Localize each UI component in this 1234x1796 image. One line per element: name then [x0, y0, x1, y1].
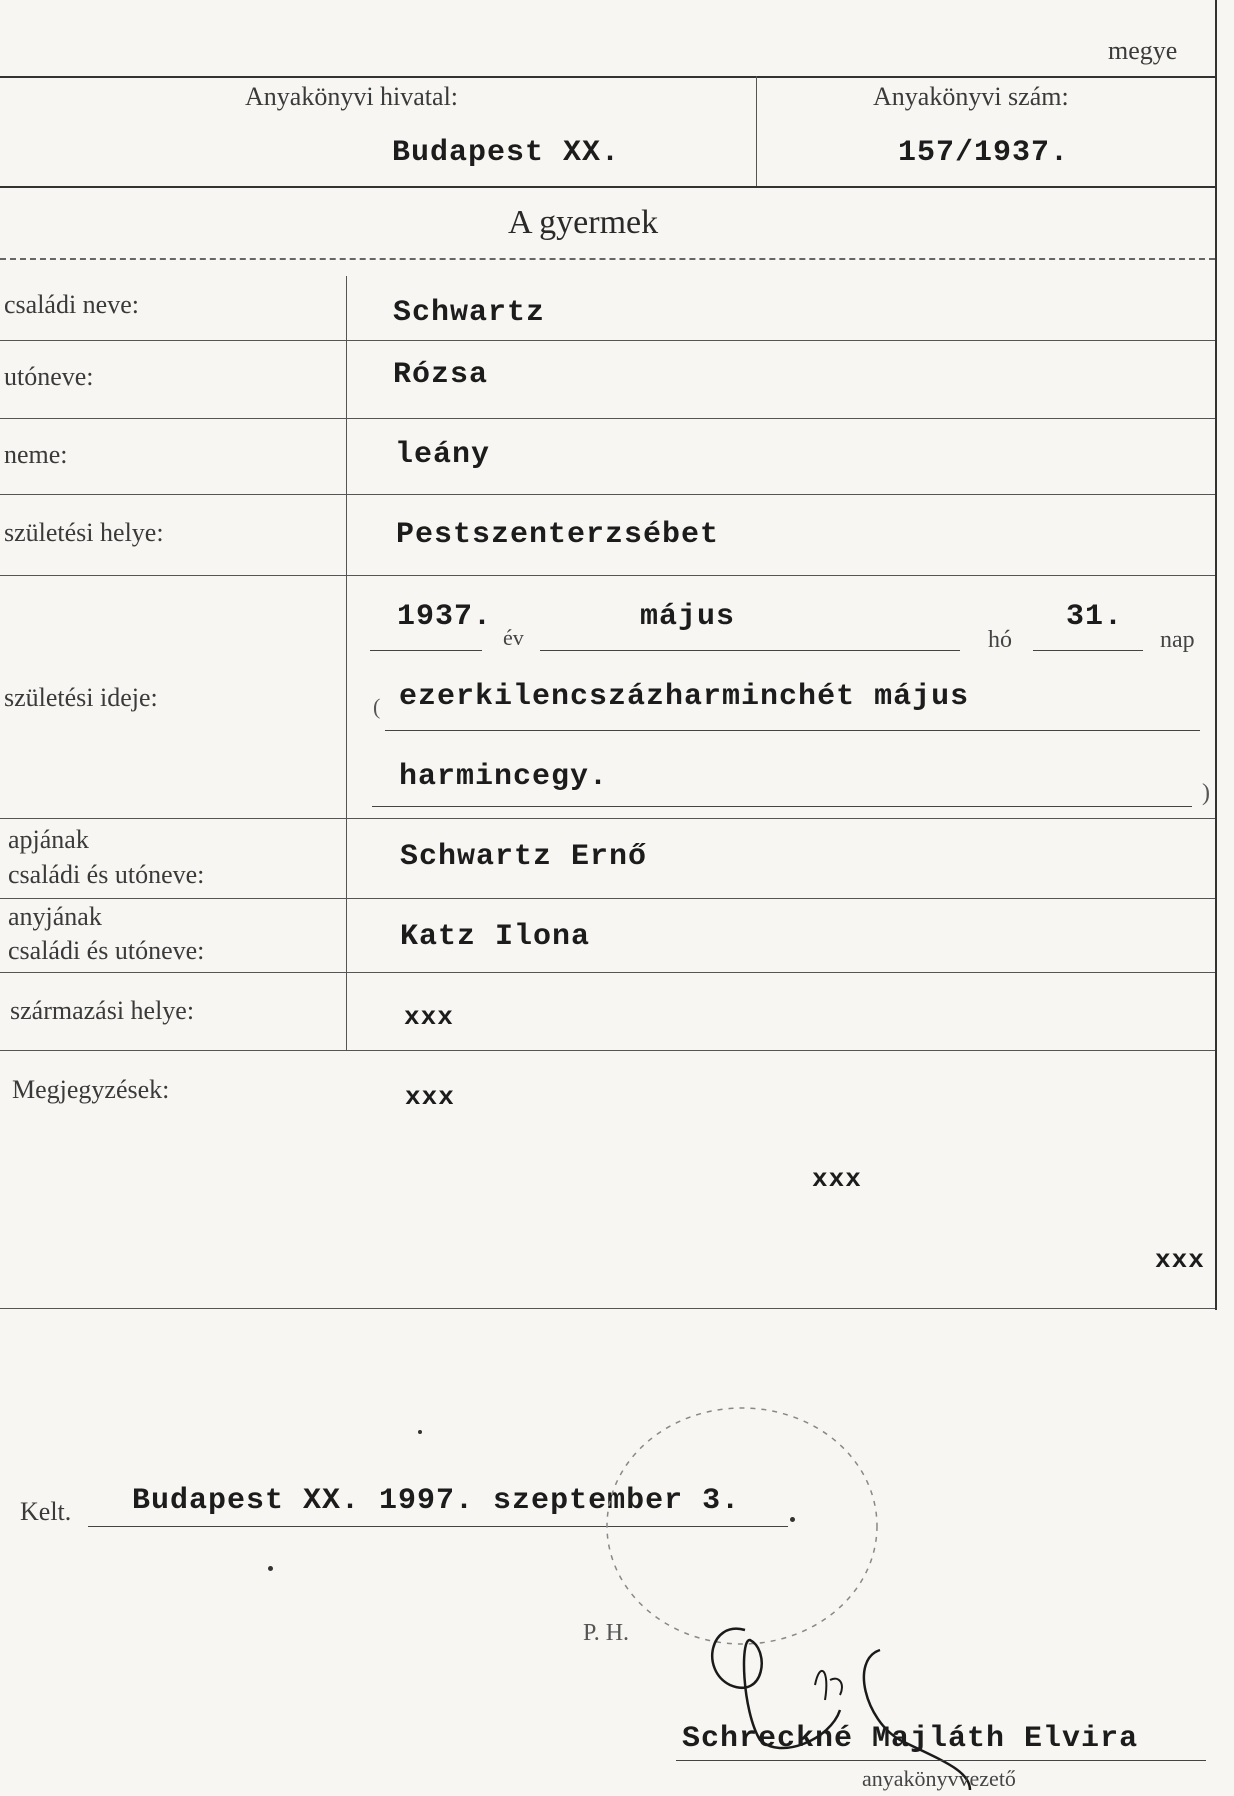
row-rule	[0, 340, 1215, 341]
birth-day-value: 31.	[1066, 600, 1124, 634]
mother-label-line2: családi és utóneve:	[8, 936, 205, 965]
father-name-value: Schwartz Ernő	[400, 840, 648, 874]
office-label: Anyakönyvi hivatal:	[245, 82, 459, 111]
row-rule	[0, 972, 1215, 973]
words-line1-underline	[385, 730, 1200, 731]
remarks-value-3: xxx	[1155, 1245, 1205, 1275]
table-bottom-rule	[0, 1308, 1215, 1309]
origin-label: származási helye:	[10, 996, 195, 1025]
birth-date-words-line2: harmincegy.	[399, 760, 609, 794]
birth-date-words-line1: ezerkilencszázharminchét május	[399, 680, 970, 714]
family-name-label: családi neve:	[4, 290, 139, 319]
row-rule	[0, 494, 1215, 495]
remarks-value-1: xxx	[405, 1082, 455, 1112]
frame-right-edge	[1215, 0, 1217, 1310]
origin-value: xxx	[404, 1002, 454, 1032]
year-unit: év	[503, 625, 524, 650]
office-value: Budapest XX.	[392, 136, 621, 170]
birth-date-label: születési ideje:	[4, 683, 158, 712]
row-rule	[0, 575, 1215, 576]
mother-label-line1: anyjának	[8, 902, 102, 931]
dated-value: Budapest XX. 1997. szeptember 3.	[132, 1484, 741, 1518]
section-title-rule	[0, 258, 1215, 260]
birth-year-underline	[370, 650, 482, 651]
paren-open: (	[373, 694, 381, 719]
father-label-line1: apjának	[8, 825, 89, 854]
paren-close: )	[1202, 780, 1210, 806]
table-column-divider	[346, 276, 347, 1051]
day-unit: nap	[1160, 627, 1195, 653]
ink-dot	[418, 1430, 422, 1434]
words-line2-underline	[372, 806, 1192, 807]
section-title: A gyermek	[508, 204, 659, 241]
row-rule	[0, 418, 1215, 419]
remarks-value-2: xxx	[812, 1164, 862, 1194]
sex-value: leány	[395, 438, 491, 472]
birth-place-label: születési helye:	[4, 518, 164, 547]
header-bottom-rule	[0, 186, 1215, 188]
header-divider	[756, 76, 757, 186]
given-name-value: Rózsa	[393, 358, 489, 392]
family-name-value: Schwartz	[393, 296, 546, 330]
header-top-rule	[0, 76, 1215, 78]
row-rule	[0, 1050, 1215, 1051]
ink-dot	[268, 1566, 273, 1571]
register-number-value: 157/1937.	[898, 136, 1070, 170]
birth-place-value: Pestszenterzsébet	[396, 518, 720, 552]
birth-month-value: május	[640, 600, 736, 634]
birth-day-underline	[1033, 650, 1143, 651]
sex-label: neme:	[4, 440, 68, 469]
row-rule	[0, 898, 1215, 899]
father-label-line2: családi és utóneve:	[8, 860, 205, 889]
month-unit: hó	[988, 627, 1012, 653]
seal-label: P. H.	[583, 1620, 630, 1646]
dated-label: Kelt.	[20, 1497, 72, 1526]
birth-month-underline	[540, 650, 960, 651]
mother-name-value: Katz Ilona	[400, 920, 591, 954]
registrar-title: anyakönyvvezető	[862, 1766, 1016, 1791]
row-rule	[0, 818, 1215, 819]
remarks-label: Megjegyzések:	[12, 1075, 170, 1104]
given-name-label: utóneve:	[4, 362, 94, 391]
birth-year-value: 1937.	[397, 600, 493, 634]
registrar-underline	[676, 1760, 1206, 1761]
registrar-name: Schreckné Majláth Elvira	[682, 1722, 1139, 1756]
county-label: megye	[1108, 36, 1178, 65]
register-number-label: Anyakönyvi szám:	[873, 82, 1069, 111]
